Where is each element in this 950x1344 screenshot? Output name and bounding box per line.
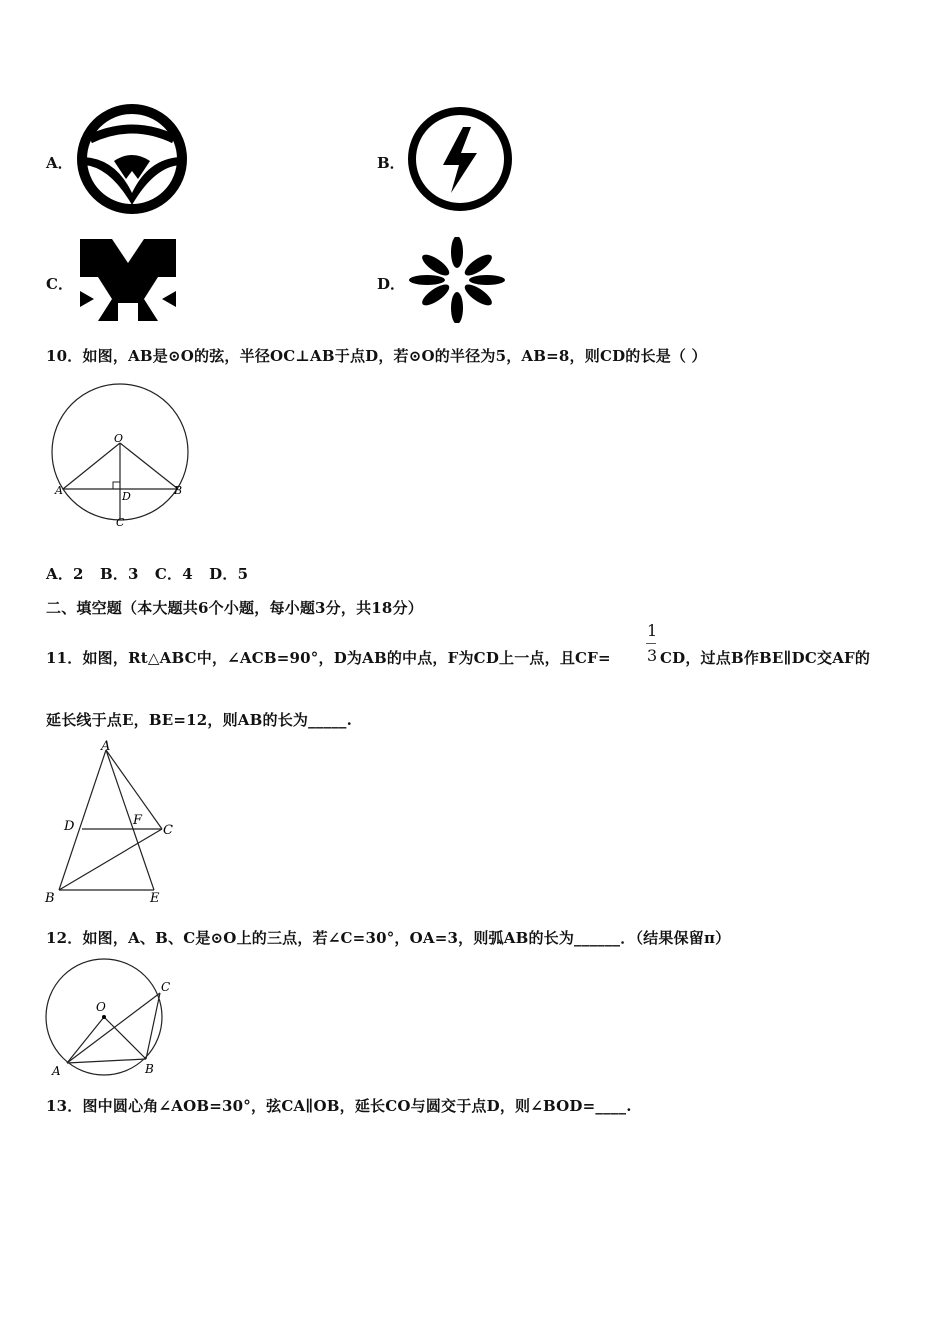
lightning-circle-icon xyxy=(403,101,517,217)
label-b: B xyxy=(145,1062,154,1076)
section-2-heading: 二、填空题（本大题共6个小题，每小题3分，共18分） xyxy=(46,599,423,617)
q11-triangle-figure xyxy=(42,738,182,908)
q10-circle-figure xyxy=(50,376,190,532)
label-a: A xyxy=(55,484,63,497)
q12-circle-figure xyxy=(42,955,176,1083)
petal-flower-icon xyxy=(406,237,508,323)
label-c: C xyxy=(161,980,171,994)
question-11-text-b: CD，过点B作BE∥DC交AF的 xyxy=(660,649,871,667)
fraction-denominator: 3 xyxy=(647,646,658,665)
label-o: O xyxy=(114,432,124,445)
option-d-label: D． xyxy=(377,275,406,293)
option-a-label: A． xyxy=(46,154,73,172)
label-f: F xyxy=(133,813,143,828)
option-b-label: B． xyxy=(377,154,405,172)
v-badge-logo-icon xyxy=(76,101,188,217)
question-12-text: 12．如图，A、B、C是⊙O上的三点，若∠C=30°，OA=3，则弧AB的长为______．（结果保留π） xyxy=(46,929,731,947)
label-e: E xyxy=(150,891,160,906)
question-13-text: 13．图中圆心角∠AOB=30°，弦CA∥OB，延长CO与圆交于点D，则∠BOD=____. xyxy=(46,1097,632,1115)
label-c: C xyxy=(163,823,173,838)
label-d: D xyxy=(122,490,131,503)
label-b: B xyxy=(45,891,55,906)
fraction-bar xyxy=(646,643,656,644)
question-10-answers: A．2 B．3 C．4 D．5 xyxy=(46,565,249,583)
question-11-text-a: 11．如图，Rt△ABC中，∠ACB=90°，D为AB的中点，F为CD上一点，且CF= xyxy=(46,649,611,667)
label-o: O xyxy=(96,1000,106,1014)
label-b: B xyxy=(174,484,183,497)
label-a: A xyxy=(52,1064,61,1078)
label-d: D xyxy=(64,819,75,834)
question-11-text-c: 延长线于点E，BE=12，则AB的长为_____. xyxy=(46,711,353,729)
fraction-numerator: 1 xyxy=(647,621,658,640)
block-arrow-logo-icon xyxy=(78,237,178,323)
option-c-label: C． xyxy=(46,275,73,293)
question-10-text: 10．如图，AB是⊙O的弦，半径OC⊥AB于点D，若⊙O的半径为5，AB=8，则CD的长是（ ） xyxy=(46,347,707,365)
label-c: C xyxy=(116,516,125,529)
label-a: A xyxy=(101,739,111,754)
